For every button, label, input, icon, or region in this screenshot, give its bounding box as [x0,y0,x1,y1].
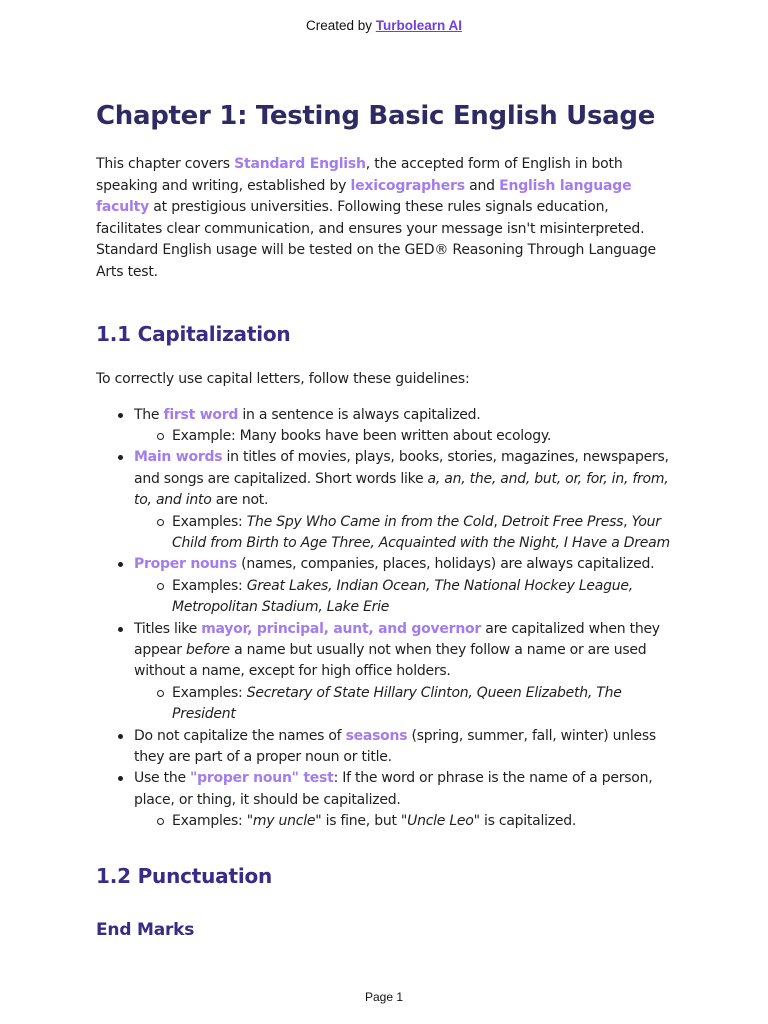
intro-text-1: This chapter covers [96,156,235,172]
italic-text: The Spy Who Came in from the Cold [246,513,494,530]
text: : If the word or phrase is the name of a person, place, or thing, it should be capitalized. [134,770,653,808]
term-lexicographers: lexicographers [350,177,465,194]
text: Examples: [172,813,247,830]
sub-list-item [172,512,676,555]
italic-text: a, an, the, and, but, or, for, in, from, to, and into [134,470,669,509]
page-number: Page 1 [364,990,404,1004]
italic-text: Detroit Free Press [501,513,624,530]
sub-list-item: Example: Many books have been written about ecology. [172,426,676,447]
term-proper-noun-test: "proper noun" test [190,770,334,787]
italic-text: before [186,641,230,658]
italic-text: Secretary of State Hillary Clinton, Queen Elizabeth, The President [172,684,622,723]
text: Examples: [172,577,247,594]
sub-list [134,811,676,832]
list-item [134,447,676,554]
document-content [96,96,676,943]
section-heading-capitalization: 1.1 Capitalization [96,322,291,346]
text: Examples: [172,513,247,530]
text: is fine, but [321,813,401,830]
text: is capitalized. [479,813,577,830]
sub-list [134,683,676,726]
term-titles: mayor, principal, aunt, and governor [201,620,482,637]
list-item [134,768,676,832]
text: are not. [211,492,269,509]
list-item [134,405,676,448]
list-item [134,726,676,769]
italic-text: "my uncle" [246,813,322,830]
sub-list [134,576,676,619]
text: Titles like [134,620,202,637]
italic-text: "Uncle Leo" [400,813,480,830]
text: Do not capitalize the names of [134,727,346,744]
text: a name but usually not when they follow a name or are used without a name, except for high office holders. [134,641,647,680]
sub-list-item [172,576,676,619]
turbolearn-link[interactable]: Turbolearn AI [375,18,463,33]
section-heading-punctuation: 1.2 Punctuation [96,863,273,888]
text: Examples: [172,684,247,701]
capitalization-guidelines-list [96,405,676,833]
chapter-intro [96,154,676,283]
text: The [134,406,164,423]
sub-list-item [172,683,676,726]
text: Use the [134,770,191,787]
term-proper-nouns: Proper nouns [134,556,237,573]
text: , [623,513,632,530]
intro-text-2: , the accepted form of English in both speaking and writing, established by [96,156,623,194]
sub-list [134,426,676,447]
text: (names, companies, places, holidays) are always capitalized. [236,556,655,573]
subheading-end-marks: End Marks [96,919,195,940]
text: in a sentence is always capitalized. [238,406,481,423]
sub-list-item [172,811,676,832]
intro-text-3: and [464,177,500,194]
text: in titles of movies, plays, books, stories, magazines, newspapers, and songs are capitalized. Short words like [134,449,669,487]
italic-text: Great Lakes, Indian Ocean, The National Hockey League, Metropolitan Stadium, Lake Erie [172,577,633,616]
created-by-header [0,18,768,33]
list-item [134,554,676,618]
text: are capitalized when they appear [134,620,660,658]
term-first-word: first word [163,406,239,423]
term-main-words: Main words [134,449,223,466]
sub-list [134,512,676,555]
capitalization-lead: To correctly use capital letters, follow these guidelines: [96,371,470,387]
list-item [134,619,676,726]
created-by-prefix: Created by [305,18,376,33]
term-seasons: seasons [345,727,408,744]
chapter-title: Chapter 1: Testing Basic English Usage [96,101,656,131]
text: (spring, summer, fall, winter) unless they are part of a proper noun or title. [134,727,656,765]
text: , [493,513,502,530]
term-standard-english: Standard English [234,156,366,172]
italic-text: Your Child from Birth to Age Three, Acquainted with the Night, I Have a Dream [172,513,670,551]
term-english-language-faculty: English language faculty [96,177,632,215]
intro-text-4: at prestigious universities. Following these rules signals education, facilitates clear communication, and ensures your message isn't misinterpreted. Standard English usage will be tested on the GED® Reasoning Through Language Arts test. [96,199,656,280]
